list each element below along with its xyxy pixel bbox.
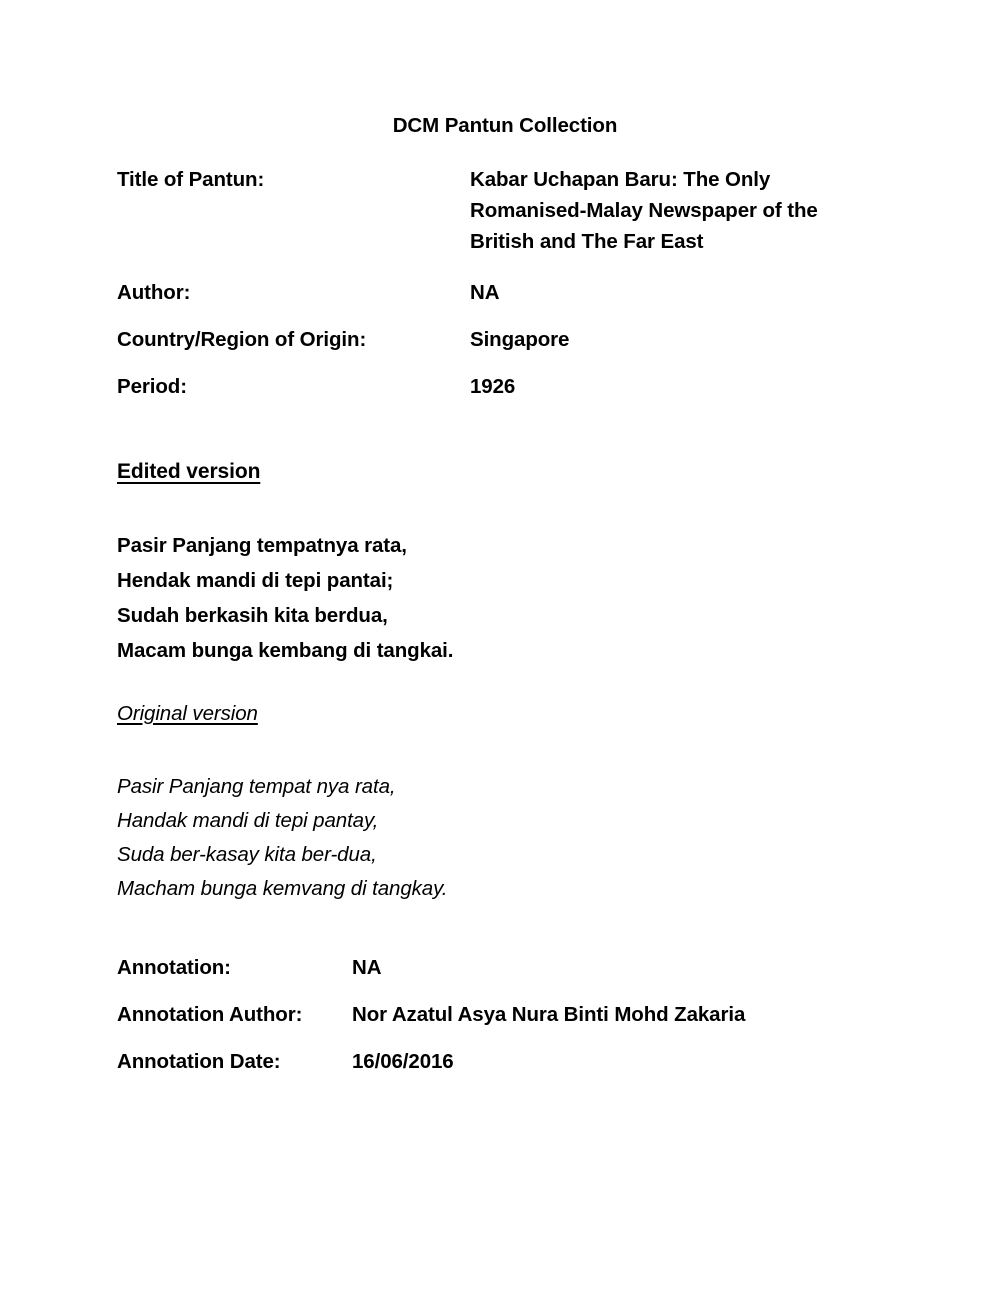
- original-version-line: Macham bunga kemvang di tangkay.: [117, 877, 448, 900]
- metadata-row-author: [117, 277, 877, 308]
- annotation-row-annotation-author: [117, 1000, 917, 1030]
- original-version-line: Handak mandi di tepi pantay,: [117, 809, 379, 832]
- original-version-heading: [117, 702, 258, 726]
- metadata-label-country-region: Country/Region of Origin:: [117, 328, 367, 351]
- edited-version-line: Macam bunga kembang di tangkai.: [117, 639, 454, 662]
- original-version-heading-text: Original version: [117, 702, 258, 725]
- edited-version-line: Sudah berkasih kita berdua,: [117, 604, 388, 627]
- annotation-value-annotation: NA: [352, 956, 382, 979]
- annotation-label-annotation-date: Annotation Date:: [117, 1050, 281, 1073]
- metadata-label-period: Period:: [117, 375, 187, 398]
- edited-version-heading: [117, 460, 260, 484]
- metadata-value-country-region: Singapore: [470, 328, 570, 351]
- metadata-block: [117, 164, 877, 418]
- original-version-line: Pasir Panjang tempat nya rata,: [117, 775, 396, 798]
- original-version-verse: [117, 770, 447, 906]
- metadata-row-country-region: [117, 324, 877, 355]
- edited-version-verse: [117, 528, 453, 668]
- edited-version-line: Pasir Panjang tempatnya rata,: [117, 534, 407, 557]
- annotation-block: [117, 953, 917, 1094]
- annotation-value-annotation-author: Nor Azatul Asya Nura Binti Mohd Zakaria: [352, 1003, 746, 1026]
- metadata-row-period: [117, 371, 877, 402]
- metadata-value-author: NA: [470, 281, 500, 304]
- metadata-row-title-of-pantun: [117, 164, 877, 257]
- annotation-label-annotation: Annotation:: [117, 956, 231, 979]
- annotation-row-annotation: [117, 953, 917, 983]
- edited-version-line: Hendak mandi di tepi pantai;: [117, 569, 394, 592]
- edited-version-heading-text: Edited version: [117, 460, 261, 483]
- metadata-value-period: 1926: [470, 375, 516, 398]
- annotation-row-annotation-date: [117, 1047, 917, 1077]
- annotation-value-annotation-date: 16/06/2016: [352, 1050, 454, 1073]
- document-title: DCM Pantun Collection: [392, 114, 618, 137]
- annotation-label-annotation-author: Annotation Author:: [117, 1003, 303, 1026]
- metadata-label-title-of-pantun: Title of Pantun:: [117, 168, 265, 191]
- metadata-label-author: Author:: [117, 281, 191, 304]
- metadata-value-title-of-pantun: Kabar Uchapan Baru: The Only Romanised-Malay Newspaper of the British and The Far East: [470, 168, 818, 253]
- original-version-line: Suda ber-kasay kita ber-dua,: [117, 843, 377, 866]
